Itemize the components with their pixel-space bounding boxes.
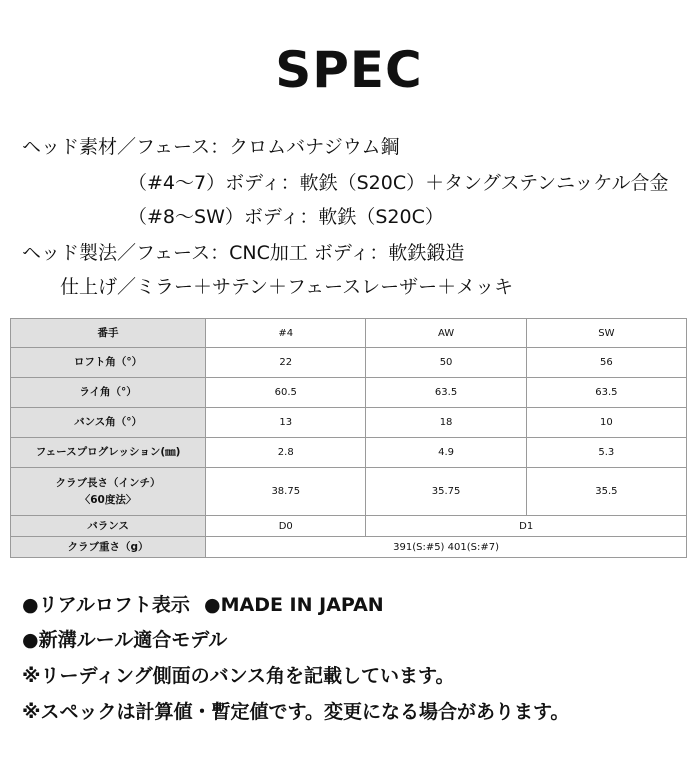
table-cell: D0	[206, 516, 366, 537]
row-label: ロフト角（°）	[11, 348, 206, 378]
page-title: SPEC	[275, 41, 423, 99]
note-real-loft: ●リアルロフト表示	[22, 594, 190, 616]
table-cell: 391(S:#5) 401(S:#7)	[206, 537, 687, 558]
table-cell: 10	[526, 408, 686, 438]
row-label: フェースプログレッション(㎜)	[11, 438, 206, 468]
table-cell: 4.9	[366, 438, 526, 468]
table-cell: 50	[366, 348, 526, 378]
row-label: ライ角（°）	[11, 378, 206, 408]
table-cell: 5.3	[526, 438, 686, 468]
note-made-in-japan: ●MADE IN JAPAN	[204, 594, 384, 616]
table-row	[11, 408, 687, 438]
table-cell: 35.75	[366, 468, 526, 516]
table-cell: 2.8	[206, 438, 366, 468]
note-groove-rule: ●新溝ルール適合モデル	[22, 629, 228, 651]
table-row	[11, 319, 687, 348]
table-row	[11, 468, 687, 516]
head-process: ヘッド製法／フェース：CNC加工 ボディ：軟鉄鍛造	[22, 242, 465, 264]
table-header-cell: AW	[366, 319, 526, 348]
table-row	[11, 516, 687, 537]
note-spec-disclaimer: ※スペックは計算値・暫定値です。変更になる場合があります。	[22, 701, 570, 723]
head-material-body-4-7: （#4〜7）ボディ：軟鉄（S20C）＋タングステンニッケル合金	[128, 172, 669, 194]
table-cell: 63.5	[526, 378, 686, 408]
note-bounce-angle: ※リーディング側面のバンス角を記載しています。	[22, 665, 455, 687]
table-cell: 18	[366, 408, 526, 438]
table-cell: 56	[526, 348, 686, 378]
row-label: バンス角（°）	[11, 408, 206, 438]
table-cell: 38.75	[206, 468, 366, 516]
table-row	[11, 438, 687, 468]
table-header-cell: 番手	[11, 319, 206, 348]
table-cell: 63.5	[366, 378, 526, 408]
row-label: クラブ重さ（g）	[11, 537, 206, 558]
finish: 仕上げ／ミラー＋サテン＋フェースレーザー＋メッキ	[60, 276, 514, 298]
table-cell: 35.5	[526, 468, 686, 516]
row-label	[11, 468, 206, 516]
table-cell: 60.5	[206, 378, 366, 408]
table-cell: D1	[366, 516, 687, 537]
table-cell: 22	[206, 348, 366, 378]
table-cell: 13	[206, 408, 366, 438]
table-row	[11, 348, 687, 378]
table-row	[11, 378, 687, 408]
spec-table	[10, 318, 687, 558]
row-label: バランス	[11, 516, 206, 537]
row-label-line: クラブ長さ（インチ）	[55, 476, 161, 489]
head-material-face: ヘッド素材／フェース：クロムバナジウム鋼	[22, 136, 400, 158]
table-row	[11, 537, 687, 558]
table-header-cell: #4	[206, 319, 366, 348]
head-material-body-8-sw: （#8〜SW）ボディ：軟鉄（S20C）	[128, 206, 444, 228]
table-header-cell: SW	[526, 319, 686, 348]
row-label-line: 〈60度法〉	[79, 493, 137, 506]
